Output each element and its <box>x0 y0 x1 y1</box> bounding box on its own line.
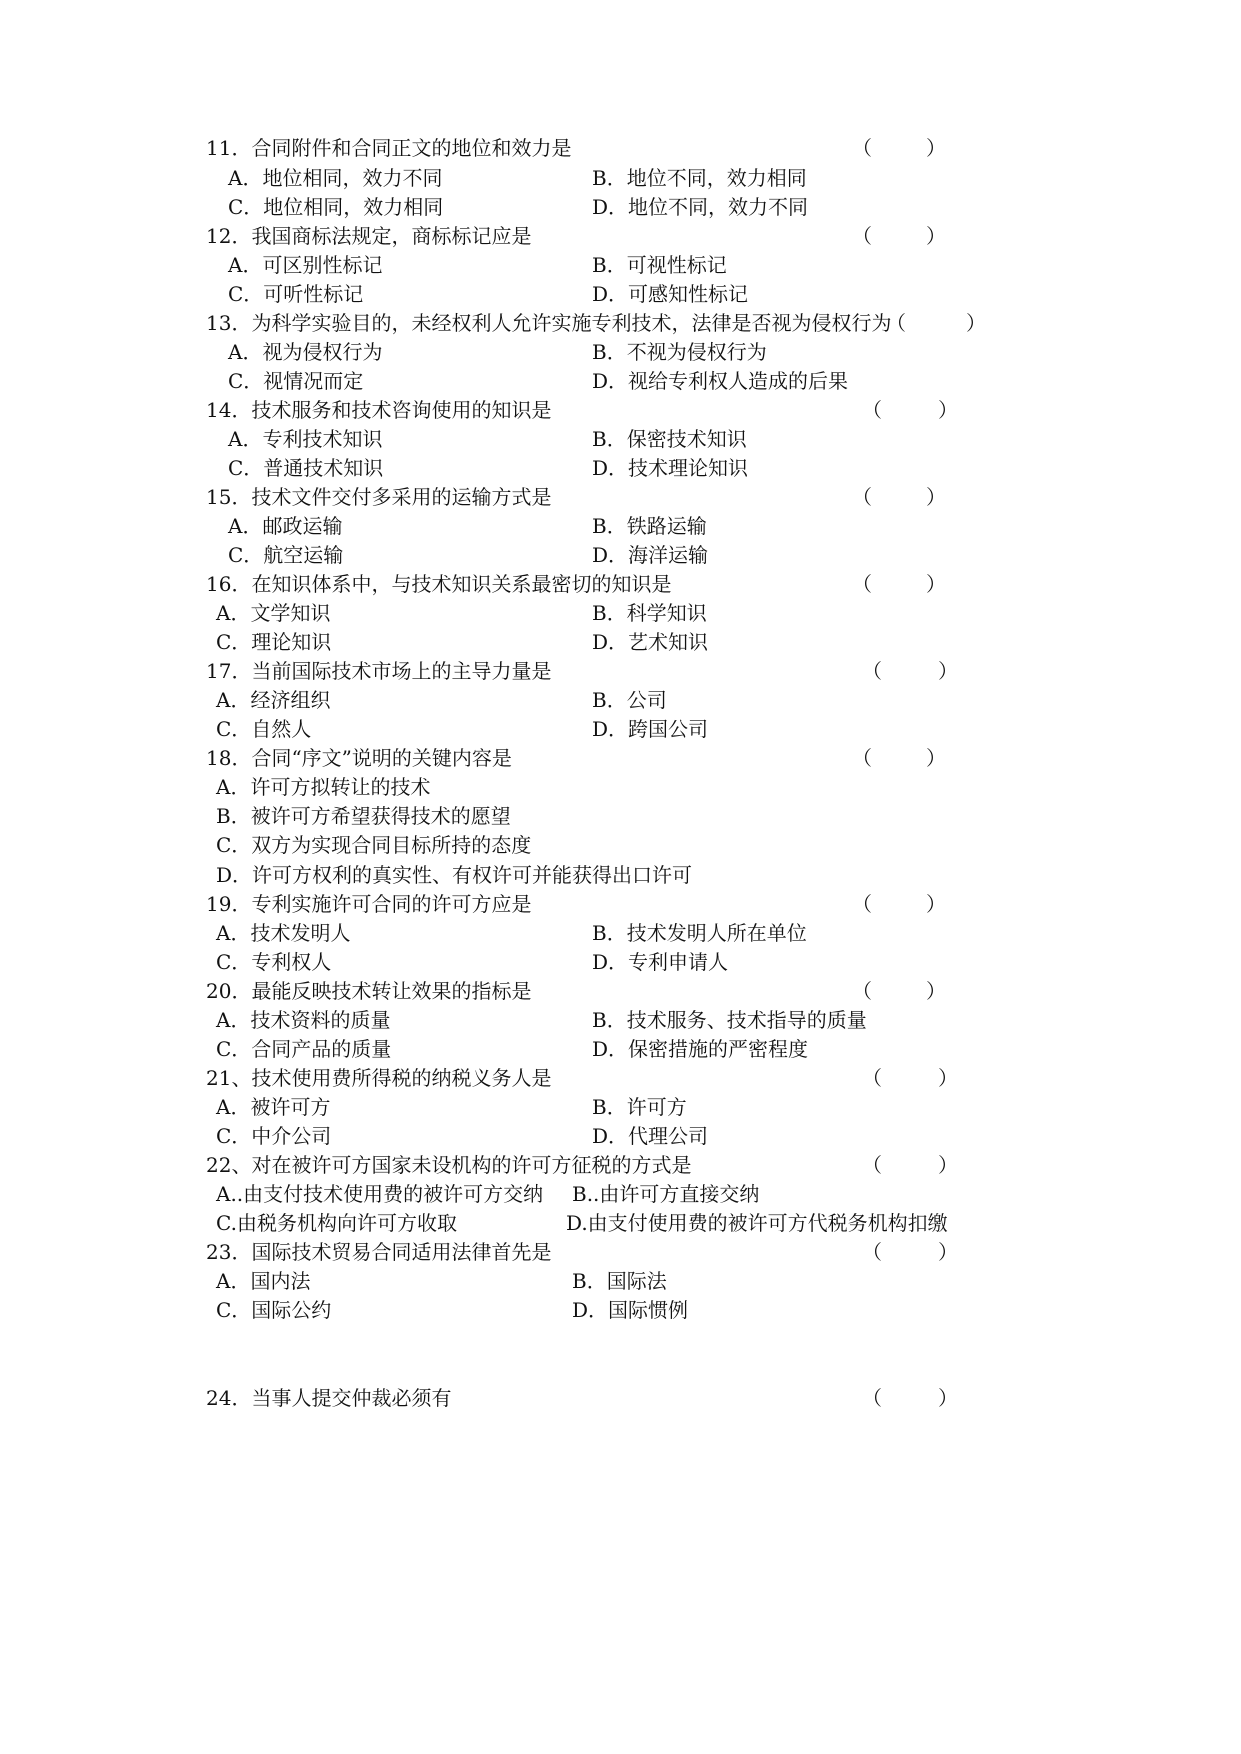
question-22-option-c: C.由税务机构向许可方收取 <box>216 1211 457 1235</box>
question-21-bracket-close: ） <box>938 1066 958 1090</box>
question-14-bracket-open: （ <box>862 398 882 422</box>
question-15-option-b: B．铁路运输 <box>592 514 707 538</box>
question-20-option-c: C．合同产品的质量 <box>216 1037 392 1061</box>
question-22-option-d: D.由支付使用费的被许可方代税务机构扣缴 <box>566 1211 948 1235</box>
question-23-option-c: C．国际公约 <box>216 1298 332 1322</box>
question-19-bracket-close: ） <box>926 892 946 916</box>
question-11-option-a: A．地位相同，效力不同 <box>228 166 443 190</box>
question-12-option-d: D．可感知性标记 <box>592 282 749 306</box>
question-15-stem: 15．技术文件交付多采用的运输方式是 <box>206 485 552 509</box>
question-14-option-d: D．技术理论知识 <box>592 456 749 480</box>
question-24-stem: 24．当事人提交仲裁必须有 <box>206 1386 452 1410</box>
question-17-stem: 17．当前国际技术市场上的主导力量是 <box>206 659 552 683</box>
question-22-option-a: A..由支付技术使用费的被许可方交纳 <box>216 1182 544 1206</box>
question-18-bracket-close: ） <box>926 746 946 770</box>
question-23-bracket-close: ） <box>938 1240 958 1264</box>
question-16-bracket-close: ） <box>926 572 946 596</box>
question-16-option-b: B．科学知识 <box>592 601 707 625</box>
question-23-option-d: D．国际惯例 <box>572 1298 689 1322</box>
question-12-option-c: C．可听性标记 <box>228 282 364 306</box>
question-12-option-a: A．可区别性标记 <box>228 253 383 277</box>
question-14-option-b: B．保密技术知识 <box>592 427 747 451</box>
question-18-option-c: C．双方为实现合同目标所持的态度 <box>216 833 532 857</box>
question-11-bracket-close: ） <box>926 136 946 160</box>
question-12-bracket-close: ） <box>926 224 946 248</box>
question-17-option-c: C．自然人 <box>216 717 312 741</box>
question-14-bracket-close: ） <box>938 398 958 422</box>
question-24-bracket-close: ） <box>938 1386 958 1410</box>
question-19-option-c: C．专利权人 <box>216 950 332 974</box>
question-15-bracket-close: ） <box>926 485 946 509</box>
question-23-option-b: B．国际法 <box>572 1269 667 1293</box>
question-15-option-c: C．航空运输 <box>228 543 344 567</box>
question-20-bracket-close: ） <box>926 979 946 1003</box>
question-11-option-b: B．地位不同，效力相同 <box>592 166 807 190</box>
question-14-option-a: A．专利技术知识 <box>228 427 383 451</box>
question-21-option-b: B．许可方 <box>592 1095 687 1119</box>
question-13-stem: 13．为科学实验目的，未经权利人允许实施专利技术，法律是否视为侵权行为 <box>206 311 892 335</box>
question-16-stem: 16．在知识体系中，与技术知识关系最密切的知识是 <box>206 572 672 596</box>
question-18-stem: 18．合同“序文”说明的关键内容是 <box>206 746 512 770</box>
question-15-bracket-open: （ <box>852 485 872 509</box>
question-17-option-d: D．跨国公司 <box>592 717 709 741</box>
question-20-option-a: A．技术资料的质量 <box>216 1008 391 1032</box>
question-11-bracket-open: （ <box>852 136 872 160</box>
question-21-bracket-open: （ <box>862 1066 882 1090</box>
question-14-option-c: C．普通技术知识 <box>228 456 384 480</box>
question-20-stem: 20．最能反映技术转让效果的指标是 <box>206 979 532 1003</box>
question-23-bracket-open: （ <box>862 1240 882 1264</box>
question-16-option-d: D．艺术知识 <box>592 630 709 654</box>
question-18-option-d: D．许可方权利的真实性、有权许可并能获得出口许可 <box>216 863 693 887</box>
question-13-option-a: A．视为侵权行为 <box>228 340 383 364</box>
question-17-option-b: B．公司 <box>592 688 667 712</box>
question-19-option-a: A．技术发明人 <box>216 921 351 945</box>
question-20-option-b: B．技术服务、技术指导的质量 <box>592 1008 867 1032</box>
question-11-stem: 11．合同附件和合同正文的地位和效力是 <box>206 136 572 160</box>
question-15-option-d: D．海洋运输 <box>592 543 709 567</box>
question-12-bracket-open: （ <box>852 224 872 248</box>
question-16-bracket-open: （ <box>852 572 872 596</box>
question-18-option-a: A．许可方拟转让的技术 <box>216 775 431 799</box>
question-22-bracket-open: （ <box>862 1153 882 1177</box>
question-13-bracket-close: ） <box>966 311 986 335</box>
question-21-option-d: D．代理公司 <box>592 1124 709 1148</box>
question-12-stem: 12．我国商标法规定，商标标记应是 <box>206 224 532 248</box>
question-12-option-b: B．可视性标记 <box>592 253 727 277</box>
question-13-option-d: D．视给专利权人造成的后果 <box>592 369 849 393</box>
question-22-bracket-close: ） <box>938 1153 958 1177</box>
question-21-stem: 21、技术使用费所得税的纳税义务人是 <box>206 1066 552 1090</box>
question-19-option-b: B．技术发明人所在单位 <box>592 921 807 945</box>
question-23-stem: 23．国际技术贸易合同适用法律首先是 <box>206 1240 552 1264</box>
question-13-option-b: B．不视为侵权行为 <box>592 340 767 364</box>
question-23-option-a: A．国内法 <box>216 1269 311 1293</box>
question-15-option-a: A．邮政运输 <box>228 514 343 538</box>
question-11-option-d: D．地位不同，效力不同 <box>592 195 809 219</box>
question-14-stem: 14．技术服务和技术咨询使用的知识是 <box>206 398 552 422</box>
question-13-option-c: C．视情况而定 <box>228 369 364 393</box>
question-17-option-a: A．经济组织 <box>216 688 331 712</box>
question-22-option-b: B..由许可方直接交纳 <box>572 1182 760 1206</box>
question-16-option-c: C．理论知识 <box>216 630 332 654</box>
question-20-option-d: D．保密措施的严密程度 <box>592 1037 809 1061</box>
question-11-option-c: C．地位相同，效力相同 <box>228 195 444 219</box>
question-17-bracket-close: ） <box>938 659 958 683</box>
question-18-bracket-open: （ <box>852 746 872 770</box>
question-21-option-a: A．被许可方 <box>216 1095 331 1119</box>
question-19-option-d: D．专利申请人 <box>592 950 729 974</box>
question-16-option-a: A．文学知识 <box>216 601 331 625</box>
question-13-bracket-open: （ <box>886 311 906 335</box>
question-17-bracket-open: （ <box>862 659 882 683</box>
question-24-bracket-open: （ <box>862 1386 882 1410</box>
question-20-bracket-open: （ <box>852 979 872 1003</box>
question-19-stem: 19．专利实施许可合同的许可方应是 <box>206 892 532 916</box>
question-19-bracket-open: （ <box>852 892 872 916</box>
question-22-stem: 22、对在被许可方国家未设机构的许可方征税的方式是 <box>206 1153 692 1177</box>
question-18-option-b: B．被许可方希望获得技术的愿望 <box>216 804 511 828</box>
question-21-option-c: C．中介公司 <box>216 1124 332 1148</box>
